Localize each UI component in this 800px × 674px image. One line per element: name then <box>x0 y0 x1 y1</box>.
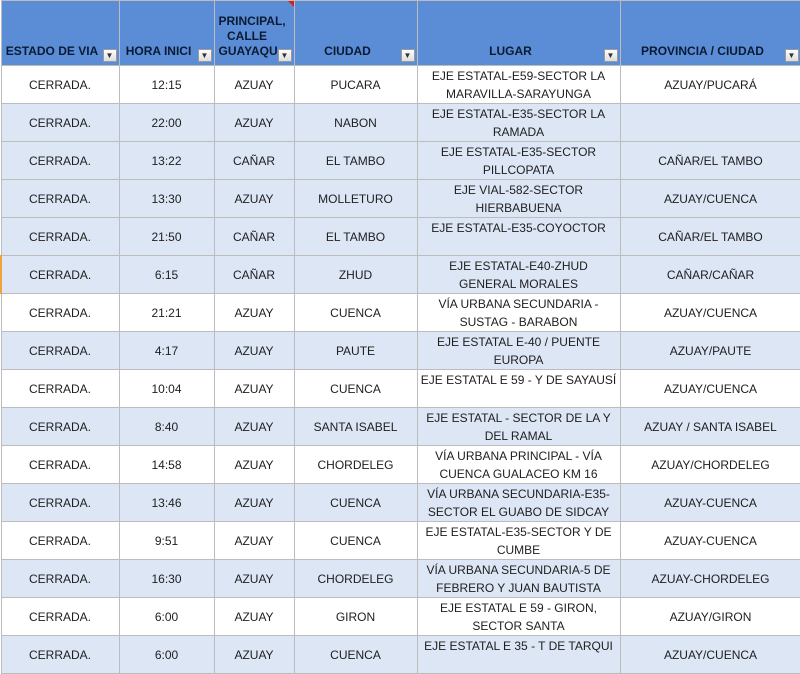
dropdown-arrow-icon[interactable]: ▼ <box>785 49 799 62</box>
cell-ciudad[interactable]: CUENCA <box>294 636 417 674</box>
cell-hora[interactable]: 8:40 <box>119 408 214 446</box>
cell-ciudad[interactable]: CUENCA <box>294 484 417 522</box>
cell-hora[interactable]: 10:04 <box>119 370 214 408</box>
cell-ciudad[interactable]: CHORDELEG <box>294 560 417 598</box>
column-header-lugar[interactable] <box>417 1 620 66</box>
cell-ciudad[interactable]: GIRON <box>294 598 417 636</box>
column-header-provincia[interactable] <box>620 1 800 66</box>
cell-hora[interactable]: 16:30 <box>119 560 214 598</box>
cell-ciudad[interactable]: EL TAMBO <box>294 142 417 180</box>
table-row <box>1 256 800 294</box>
cell-principal[interactable]: AZUAY <box>214 104 294 142</box>
cell-lugar[interactable]: EJE ESTATAL-E35-COYOCTOR <box>417 218 620 256</box>
cell-provincia[interactable]: AZUAY/CUENCA <box>620 180 800 218</box>
cell-provincia[interactable] <box>620 104 800 142</box>
cell-provincia[interactable]: AZUAY/CHORDELEG <box>620 446 800 484</box>
cell-provincia[interactable]: CAÑAR/EL TAMBO <box>620 218 800 256</box>
cell-principal[interactable]: AZUAY <box>214 294 294 332</box>
cell-ciudad[interactable]: CUENCA <box>294 522 417 560</box>
table-row <box>1 180 800 218</box>
cell-hora[interactable]: 13:46 <box>119 484 214 522</box>
cell-hora[interactable]: 13:22 <box>119 142 214 180</box>
cell-principal[interactable]: AZUAY <box>214 370 294 408</box>
cell-lugar[interactable]: EJE ESTATAL-E59-SECTOR LA MARAVILLA-SARAYUNGA <box>417 66 620 104</box>
cell-provincia[interactable]: AZUAY-CHORDELEG <box>620 560 800 598</box>
cell-estado[interactable]: CERRADA. <box>1 560 119 598</box>
table-row <box>1 370 800 408</box>
cell-hora[interactable]: 4:17 <box>119 332 214 370</box>
cell-hora[interactable]: 12:15 <box>119 66 214 104</box>
cell-ciudad[interactable]: NABON <box>294 104 417 142</box>
cell-estado[interactable]: CERRADA. <box>1 408 119 446</box>
cell-estado[interactable]: CERRADA. <box>1 484 119 522</box>
cell-ciudad[interactable]: EL TAMBO <box>294 218 417 256</box>
cell-estado[interactable]: CERRADA. <box>1 522 119 560</box>
cell-principal[interactable]: AZUAY <box>214 484 294 522</box>
cell-lugar[interactable]: EJE ESTATAL E 59 - Y DE SAYAUSÍ <box>417 370 620 408</box>
table-row <box>1 104 800 142</box>
cell-provincia[interactable]: AZUAY-CUENCA <box>620 522 800 560</box>
dropdown-arrow-icon[interactable]: ▼ <box>401 49 415 62</box>
cell-hora[interactable]: 6:00 <box>119 636 214 674</box>
filter-active-icon[interactable]: ▼ <box>103 49 117 62</box>
comment-indicator <box>288 1 294 7</box>
dropdown-arrow-icon[interactable]: ▼ <box>198 49 212 62</box>
cell-principal[interactable]: CAÑAR <box>214 142 294 180</box>
cell-lugar[interactable]: EJE ESTATAL E 59 - GIRON, SECTOR SANTA <box>417 598 620 636</box>
cell-provincia[interactable]: AZUAY/CUENCA <box>620 370 800 408</box>
header-label: ESTADO DE VIA <box>2 44 119 65</box>
header-label: PROVINCIA / CIUDAD <box>621 44 800 65</box>
cell-principal[interactable]: AZUAY <box>214 598 294 636</box>
column-header-principal[interactable] <box>214 1 294 66</box>
header-label: PRINCIPAL, CALLE GUAYAQU <box>215 14 294 65</box>
cell-principal[interactable]: CAÑAR <box>214 218 294 256</box>
cell-estado[interactable]: CERRADA. <box>1 104 119 142</box>
cell-provincia[interactable]: CAÑAR/EL TAMBO <box>620 142 800 180</box>
header-label: LUGAR <box>418 44 620 65</box>
header-row <box>1 1 800 66</box>
header-label: CIUDAD <box>295 44 417 65</box>
cell-lugar[interactable]: EJE ESTATAL-E35-SECTOR LA RAMADA <box>417 104 620 142</box>
cell-ciudad[interactable]: CUENCA <box>294 370 417 408</box>
cell-estado[interactable]: CERRADA. <box>1 66 119 104</box>
column-header-hora[interactable] <box>119 1 214 66</box>
cell-lugar[interactable]: EJE ESTATAL-E40-ZHUD GENERAL MORALES <box>417 256 620 294</box>
table-row <box>1 598 800 636</box>
cell-principal[interactable]: AZUAY <box>214 636 294 674</box>
cell-hora[interactable]: 13:30 <box>119 180 214 218</box>
cell-lugar[interactable]: VÍA URBANA SECUNDARIA - SUSTAG - BARABON <box>417 294 620 332</box>
cell-lugar[interactable]: EJE VIAL-582-SECTOR HIERBABUENA <box>417 180 620 218</box>
header-label: HORA INICI <box>120 44 214 65</box>
cell-provincia[interactable]: CAÑAR/CAÑAR <box>620 256 800 294</box>
cell-hora[interactable]: 21:50 <box>119 218 214 256</box>
cell-hora[interactable]: 6:00 <box>119 598 214 636</box>
cell-ciudad[interactable]: ZHUD <box>294 256 417 294</box>
cell-principal[interactable]: AZUAY <box>214 332 294 370</box>
cell-lugar[interactable]: EJE ESTATAL-E35-SECTOR PILLCOPATA <box>417 142 620 180</box>
cell-hora[interactable]: 9:51 <box>119 522 214 560</box>
table-row <box>1 484 800 522</box>
cell-lugar[interactable]: EJE ESTATAL - SECTOR DE LA Y DEL RAMAL <box>417 408 620 446</box>
cell-estado[interactable]: CERRADA. <box>1 598 119 636</box>
cell-estado[interactable]: CERRADA. <box>1 370 119 408</box>
dropdown-arrow-icon[interactable]: ▼ <box>278 49 292 62</box>
cell-principal[interactable]: AZUAY <box>214 180 294 218</box>
dropdown-arrow-icon[interactable]: ▼ <box>604 49 618 62</box>
cell-hora[interactable]: 14:58 <box>119 446 214 484</box>
cell-provincia[interactable]: AZUAY / SANTA ISABEL <box>620 408 800 446</box>
cell-principal[interactable]: CAÑAR <box>214 256 294 294</box>
cell-provincia[interactable]: AZUAY/CUENCA <box>620 636 800 674</box>
cell-principal[interactable]: AZUAY <box>214 446 294 484</box>
cell-lugar[interactable]: VÍA URBANA SECUNDARIA-E35-SECTOR EL GUABO DE SIDCAY <box>417 484 620 522</box>
cell-provincia[interactable]: AZUAY/PAUTE <box>620 332 800 370</box>
cell-estado[interactable]: CERRADA. <box>1 636 119 674</box>
cell-estado[interactable]: CERRADA. <box>1 446 119 484</box>
cell-provincia[interactable]: AZUAY/PUCARÁ <box>620 66 800 104</box>
cell-principal[interactable]: AZUAY <box>214 522 294 560</box>
cell-ciudad[interactable]: CHORDELEG <box>294 446 417 484</box>
cell-provincia[interactable]: AZUAY/GIRON <box>620 598 800 636</box>
table-row <box>1 294 800 332</box>
cell-principal[interactable]: AZUAY <box>214 408 294 446</box>
column-header-ciudad[interactable] <box>294 1 417 66</box>
cell-estado[interactable]: CERRADA. <box>1 332 119 370</box>
cell-ciudad[interactable]: CUENCA <box>294 294 417 332</box>
table-row <box>1 522 800 560</box>
table-row <box>1 66 800 104</box>
table-row <box>1 332 800 370</box>
cell-ciudad[interactable]: PAUTE <box>294 332 417 370</box>
table-row <box>1 408 800 446</box>
table-row <box>1 142 800 180</box>
cell-estado[interactable]: CERRADA. <box>1 218 119 256</box>
table-row <box>1 560 800 598</box>
cell-hora[interactable]: 6:15 <box>119 256 214 294</box>
cell-estado[interactable]: CERRADA. <box>1 142 119 180</box>
cell-hora[interactable]: 21:21 <box>119 294 214 332</box>
cell-lugar[interactable]: EJE ESTATAL E-40 / PUENTE EUROPA <box>417 332 620 370</box>
cell-ciudad[interactable]: PUCARA <box>294 66 417 104</box>
cell-ciudad[interactable]: MOLLETURO <box>294 180 417 218</box>
cell-principal[interactable]: AZUAY <box>214 560 294 598</box>
cell-estado[interactable]: CERRADA. <box>1 180 119 218</box>
cell-principal[interactable]: AZUAY <box>214 66 294 104</box>
cell-provincia[interactable]: AZUAY/CUENCA <box>620 294 800 332</box>
table-row <box>1 636 800 674</box>
cell-estado[interactable]: CERRADA. <box>1 256 119 294</box>
cell-ciudad[interactable]: SANTA ISABEL <box>294 408 417 446</box>
column-header-estado[interactable] <box>1 1 119 66</box>
cell-hora[interactable]: 22:00 <box>119 104 214 142</box>
cell-lugar[interactable]: EJE ESTATAL E 35 - T DE TARQUI <box>417 636 620 674</box>
cell-provincia[interactable]: AZUAY-CUENCA <box>620 484 800 522</box>
cell-lugar[interactable]: VÍA URBANA PRINCIPAL - VÍA CUENCA GUALACEO KM 16 <box>417 446 620 484</box>
cell-estado[interactable]: CERRADA. <box>1 294 119 332</box>
cell-lugar[interactable]: EJE ESTATAL-E35-SECTOR Y DE CUMBE <box>417 522 620 560</box>
table-row <box>1 446 800 484</box>
table-row <box>1 218 800 256</box>
cell-lugar[interactable]: VÍA URBANA SECUNDARIA-5 DE FEBRERO Y JUAN BAUTISTA <box>417 560 620 598</box>
